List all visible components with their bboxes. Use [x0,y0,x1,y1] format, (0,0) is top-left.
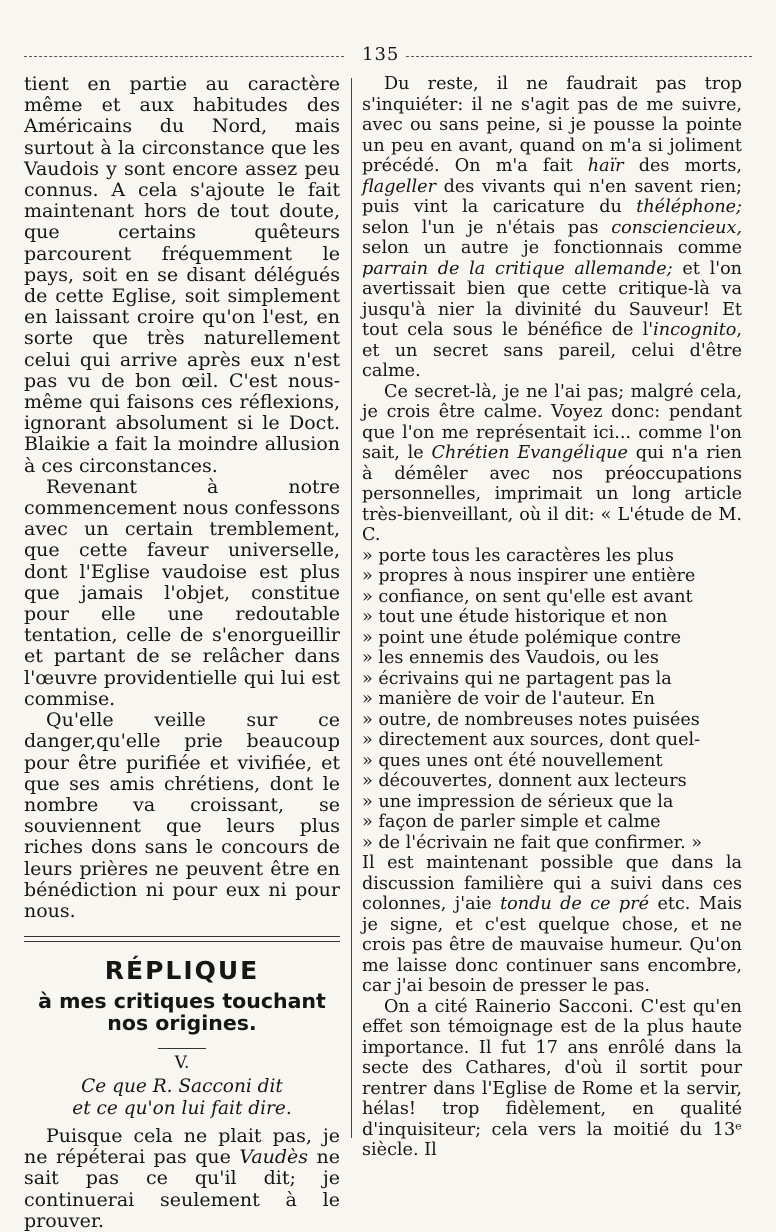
quote-line: » tout une étude historique et non [362,607,668,627]
quote-line: » directement aux sources, dont quel- [362,730,701,750]
italic-run: incognito [653,320,737,340]
quote-line: » propres à nous inspirer une entière [362,566,696,586]
text-run: selon un autre je fonctionnais comme [362,238,742,258]
left-final-paragraph [24,1126,340,1232]
right-column [362,74,742,1161]
text-run: qui n'a rien à démêler avec nos préoccupations personnelles, imprimait un long article très-bienveillant, où il dit: « L'étude de M. C. [362,443,742,545]
quote-line: » confiance, on sent qu'elle est avant [362,586,693,607]
quote-line: » de l'écrivain ne fait que confirmer. » [362,832,703,853]
section-divider [24,936,340,942]
text-run: Il est maintenant possible que dans la discussion familière qui a suivi dans ces colonnes, j'aie [362,853,742,914]
page-header [24,44,752,70]
quote-line: » porte tous les caractères les plus [362,545,674,566]
quote-line: » écrivains qui ne partagent pas la [362,668,672,689]
quote-line: » une impression de sérieux que la [362,791,674,812]
text-run: etc. Mais je signe, et c'est quelque chose, et ne crois pas être de mauvaise humeur. Qu'on me laisse donc continuer sans encombre, car j'ai besoin de presser le pas. [362,894,743,996]
quote-line: » outre, de nombreuses notes puisées [362,709,700,730]
section-subtitle: à mes critiques touchant nos origines. [38,989,326,1035]
column-divider [351,78,352,1138]
italic-run: parrain de la critique allemande; [362,258,673,279]
italic-run: Vaudès [239,1146,309,1169]
quote-line: » les ennemis des Vaudois, ou les [362,648,659,668]
page-number: 135 [362,44,400,65]
section-title: RÉPLIQUE [104,956,260,986]
quote-line: » manière de voir de l'auteur. En [362,689,655,709]
article-heading-line-1: Ce que R. Sacconi dit [81,1075,283,1097]
quotation-block [362,546,742,854]
text-run: des morts, [623,156,742,176]
quote-line: » façon de parler simple et calme [362,812,661,832]
italic-run: consciencieux, [611,217,742,238]
short-divider [158,1048,206,1049]
article-heading [24,1076,340,1120]
text-run: et l'on avertissait bien que cette critique-là va jusqu'à nier la divinité du Sauveur! Et tout cela sous le bénéfice de l' [362,258,742,340]
left-paragraph-2: Revenant à notre commencement nous confessons avec un certain tremblement, que cette faveur universelle, dont l'Eglise vaudoise est plus que jamais l'objet, constitue pour elle une redoutable tentation, celle de s'enorgueillir et partant de se relâcher dans l'œuvre providentielle qui lui est commise. [24,475,340,710]
text-run: des vivants qui n'en savent rien; puis vint la caricature du [362,176,742,217]
italic-run: flageller [362,176,436,197]
right-paragraph-3 [362,853,742,997]
header-ornament-left [24,56,344,57]
left-paragraph-1: tient en partie au caractère même et aux habitudes des Américains du Nord, mais surtout à la circonstance que les Vaudois y sont encore assez peu connus. A cela s'ajoute le fait maintenant hors de tout doute, que certains quêteurs parcourent fréquemment le pays, soit en se disant délégués de cette Eglise, soit simplement en laissant croire qu'on l'est, en sorte que très naturellement celui qui arrive après eux n'est pas vu de bon œil. C'est nous-même qui faisons ces réflexions, ignorant absolument si le Doct. Blaikie a fait la moindre allusion à ces circonstances. [24,73,340,477]
article-heading-line-2: et ce qu'on lui fait dire. [72,1097,292,1119]
left-paragraph-3: Qu'elle veille sur ce danger,qu'elle prie beaucoup pour être purifiée et vivifiée, et que ses amis chrétiens, dont le nombre va croissant, se souviennent que leurs plus riches dons sans le concours de leurs prières ne peuvent être en bénédiction ni pour eux ni pour nous. [24,709,340,922]
left-column [24,74,340,1232]
article-number: V. [174,1052,190,1073]
text-run: Ce secret-là, je ne l'ai pas; malgré cela, je crois être calme. Voyez donc: pendant que l'on me représentait ici... comme l'on sait, le [362,381,742,463]
italic-run: haïr [587,156,624,176]
italic-run: tondu de ce pré [500,894,650,914]
text-run: selon l'un je n'étais pas [362,217,612,238]
quote-line: » ques unes ont été nouvellement [362,750,663,771]
text-run: , et un secret sans pareil, celui d'être calme. [362,320,742,381]
quote-line: » point une étude polémique contre [362,627,682,648]
italic-run: Chrétien Evangélique [431,443,628,463]
header-ornament-right [406,56,752,57]
quote-line: » découvertes, donnent aux lecteurs [362,771,687,791]
right-paragraph-1 [362,74,742,382]
right-paragraph-4: On a cité Rainerio Sacconi. C'est qu'en effet son témoignage est de la plus haute importance. Il fut 17 ans enrôlé dans la secte des Cathares, d'où il sortit pour rentrer dans l'Eglise de Rome et la servir, hélas! trop fidèlement, en qualité d'inquisiteur; cela vers la moitié du 13ᵉ siècle. Il [362,996,742,1160]
italic-run: théléphone; [636,197,742,217]
text-run: Puisque cela ne plait pas, je ne répéterai pas que [24,1124,340,1169]
text-run: Du reste, il ne faudrait pas trop s'inquiéter: il ne s'agit pas de me suivre, avec ou sans peine, si je pousse la pointe un peu en avant, quand on m'a si joliment précédé. On m'a fait [362,74,742,176]
text-run: ne sait pas ce qu'il dit; je continuerai seulement à le prouver. [24,1146,340,1232]
right-paragraph-2 [362,382,742,546]
